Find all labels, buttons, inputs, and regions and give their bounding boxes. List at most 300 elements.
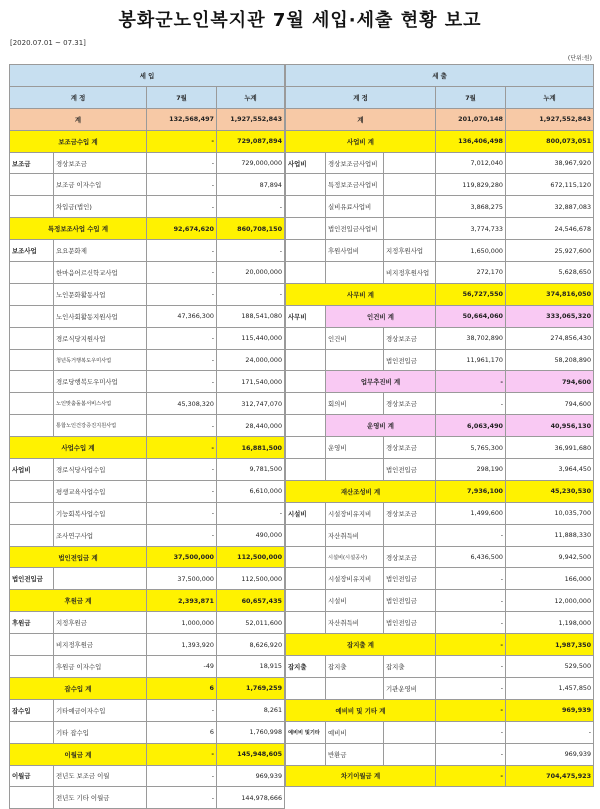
month-value: - <box>436 634 506 656</box>
month-value: 132,568,497 <box>147 108 217 130</box>
category-cell <box>10 196 54 218</box>
item-cell <box>326 262 384 284</box>
row-label: 이월금 계 <box>10 743 147 765</box>
item-cell: 후원사업비 <box>326 240 384 262</box>
row-label: 재산조성비 계 <box>286 480 436 502</box>
section-subtotal-row <box>286 305 594 327</box>
category-cell <box>10 415 54 437</box>
cumulative-value: 11,888,330 <box>506 524 594 546</box>
source-cell <box>384 524 436 546</box>
month-value: - <box>147 327 217 349</box>
row-label: 후원금 계 <box>10 590 147 612</box>
item-cell: 전년도 기타 이월금 <box>54 787 147 809</box>
cumulative-value: 794,600 <box>506 393 594 415</box>
table-row <box>286 349 594 371</box>
table-row <box>10 174 285 196</box>
table-row <box>10 262 285 284</box>
item-cell: 경로식당사업수입 <box>54 459 147 481</box>
subtotal-row <box>286 699 594 721</box>
item-cell: 기타 잡수입 <box>54 721 147 743</box>
row-label: 특정보조사업 수입 계 <box>10 218 147 240</box>
revenue-table <box>9 64 285 809</box>
cumulative-value: 1,457,850 <box>506 677 594 699</box>
item-cell: 운영비 <box>326 437 384 459</box>
page-title: 봉화군노인복지관 7월 세입·세출 현황 보고 <box>118 10 482 31</box>
item-cell: 통합노인건강증진지원사업 <box>54 415 147 437</box>
month-value: - <box>147 480 217 502</box>
category-cell <box>286 568 326 590</box>
item-cell: 청년독거행복도우미사업 <box>54 349 147 371</box>
cumulative-value: - <box>217 283 285 305</box>
source-cell <box>384 743 436 765</box>
month-value: - <box>147 240 217 262</box>
item-cell: 노인맞춤돌봄서비스사업 <box>54 393 147 415</box>
item-cell: 노인사회활동지원사업 <box>54 305 147 327</box>
category-cell <box>10 393 54 415</box>
month-value: - <box>436 393 506 415</box>
cumulative-value: 60,657,435 <box>217 590 285 612</box>
category-cell <box>10 502 54 524</box>
month-value: - <box>436 699 506 721</box>
category-cell <box>10 349 54 371</box>
category-cell <box>286 349 326 371</box>
total-row <box>10 108 285 130</box>
subtotal-row <box>10 743 285 765</box>
subtotal-row <box>10 218 285 240</box>
item-cell <box>54 568 147 590</box>
table-row <box>286 568 594 590</box>
month-value: - <box>147 283 217 305</box>
unit-label: (단위:원) <box>567 55 592 62</box>
table-heading-row <box>286 65 594 87</box>
source-cell: 비지정후원사업 <box>384 262 436 284</box>
table-row <box>10 196 285 218</box>
table-row <box>10 480 285 502</box>
category-cell: 보조금 <box>10 152 54 174</box>
table-row <box>286 502 594 524</box>
category-cell <box>10 262 54 284</box>
row-label: 사업수입 계 <box>10 437 147 459</box>
item-cell: 인건비 <box>326 327 384 349</box>
category-cell <box>10 305 54 327</box>
cumulative-value: 3,964,450 <box>506 459 594 481</box>
cumulative-value: 274,856,430 <box>506 327 594 349</box>
month-value: 5,765,300 <box>436 437 506 459</box>
cumulative-value: 704,475,923 <box>506 765 594 787</box>
subtotal-row <box>10 677 285 699</box>
cumulative-value: 58,208,890 <box>506 349 594 371</box>
cumulative-value: 25,927,600 <box>506 240 594 262</box>
table-row <box>10 459 285 481</box>
cumulative-value: 145,948,605 <box>217 743 285 765</box>
cumulative-value: 112,500,000 <box>217 568 285 590</box>
month-value: 56,727,550 <box>436 283 506 305</box>
category-cell <box>286 437 326 459</box>
category-cell: 이월금 <box>10 765 54 787</box>
category-cell: 사무비 <box>286 305 326 327</box>
month-value: 38,702,890 <box>436 327 506 349</box>
cumulative-value: 729,000,000 <box>217 152 285 174</box>
item-cell: 시설비(시설공사) <box>326 546 384 568</box>
category-cell <box>286 546 326 568</box>
month-value: - <box>147 152 217 174</box>
month-value: 2,393,871 <box>147 590 217 612</box>
source-cell: 경상보조금 <box>384 502 436 524</box>
row-label: 잡수입 계 <box>10 677 147 699</box>
source-cell <box>384 152 436 174</box>
month-value: - <box>436 765 506 787</box>
month-value: 11,961,170 <box>436 349 506 371</box>
item-cell: 법인전입금사업비 <box>326 218 384 240</box>
source-cell: 법인전입금 <box>384 568 436 590</box>
cumulative-value: 9,781,500 <box>217 459 285 481</box>
month-value: 6 <box>147 677 217 699</box>
month-value: - <box>147 349 217 371</box>
category-cell <box>10 174 54 196</box>
item-cell: 회의비 <box>326 393 384 415</box>
source-cell: 법인전입금 <box>384 459 436 481</box>
category-cell <box>286 240 326 262</box>
month-value: 119,829,280 <box>436 174 506 196</box>
row-label: 계 <box>10 108 147 130</box>
cumulative-value: 969,939 <box>506 699 594 721</box>
item-cell <box>326 677 384 699</box>
month-value: 201,070,148 <box>436 108 506 130</box>
cumulative-value: 38,967,920 <box>506 152 594 174</box>
subtotal-row <box>286 480 594 502</box>
category-cell <box>286 590 326 612</box>
category-cell <box>286 196 326 218</box>
cumulative-value: 8,261 <box>217 699 285 721</box>
month-value: 298,190 <box>436 459 506 481</box>
table-row <box>286 590 594 612</box>
month-value: 1,000,000 <box>147 612 217 634</box>
source-cell: 법인전입금 <box>384 349 436 371</box>
subtotal-row <box>10 130 285 152</box>
table-row <box>10 765 285 787</box>
month-value: 136,406,498 <box>436 130 506 152</box>
category-cell: 보조사업 <box>10 240 54 262</box>
category-cell <box>286 327 326 349</box>
cumulative-value: 115,440,000 <box>217 327 285 349</box>
cumulative-value: 1,927,552,843 <box>217 108 285 130</box>
cumulative-value: 32,887,083 <box>506 196 594 218</box>
cumulative-value: 374,816,050 <box>506 283 594 305</box>
cumulative-value: 860,708,150 <box>217 218 285 240</box>
category-cell <box>10 634 54 656</box>
total-row <box>286 108 594 130</box>
cumulative-value: 171,540,000 <box>217 371 285 393</box>
item-cell: 후원금 이자수입 <box>54 656 147 678</box>
table-row <box>10 283 285 305</box>
month-value: - <box>436 568 506 590</box>
row-label: 인건비 계 <box>326 305 436 327</box>
table-row <box>286 218 594 240</box>
month-value: - <box>436 590 506 612</box>
row-label: 사무비 계 <box>286 283 436 305</box>
item-cell: 특정보조금사업비 <box>326 174 384 196</box>
source-cell <box>384 196 436 218</box>
cumulative-value: - <box>217 240 285 262</box>
cumulative-value: 5,628,650 <box>506 262 594 284</box>
month-value: 1,650,000 <box>436 240 506 262</box>
table-row <box>10 699 285 721</box>
cumulative-value: 188,541,080 <box>217 305 285 327</box>
month-value: 1,499,600 <box>436 502 506 524</box>
month-value: - <box>147 174 217 196</box>
item-cell: 한마음어르신학교사업 <box>54 262 147 284</box>
item-cell: 평생교육사업수입 <box>54 480 147 502</box>
cumulative-value: 1,198,000 <box>506 612 594 634</box>
cumulative-value: 312,747,070 <box>217 393 285 415</box>
source-cell: 경상보조금 <box>384 327 436 349</box>
subtotal-row <box>286 765 594 787</box>
category-cell <box>10 524 54 546</box>
table-row <box>286 262 594 284</box>
cumulative-value: 8,626,920 <box>217 634 285 656</box>
month-value: - <box>147 437 217 459</box>
item-cell: 전년도 보조금 이월 <box>54 765 147 787</box>
category-cell: 후원금 <box>10 612 54 634</box>
cumulative-value: 10,035,700 <box>506 502 594 524</box>
table-row <box>286 612 594 634</box>
category-cell <box>286 393 326 415</box>
cumulative-value: 969,939 <box>217 765 285 787</box>
cumulative-value: 87,894 <box>217 174 285 196</box>
cumulative-value: 1,927,552,843 <box>506 108 594 130</box>
cumulative-value: 490,000 <box>217 524 285 546</box>
expenditure-table <box>285 64 594 787</box>
category-cell <box>286 677 326 699</box>
category-cell: 예비비 및기타 <box>286 721 326 743</box>
cumulative-value: 144,978,666 <box>217 787 285 809</box>
table-row <box>286 152 594 174</box>
item-cell: 자산취득비 <box>326 524 384 546</box>
source-cell: 경상보조금 <box>384 393 436 415</box>
table-row <box>10 305 285 327</box>
month-value: 1,393,920 <box>147 634 217 656</box>
cumulative-value: 672,115,120 <box>506 174 594 196</box>
source-cell: 지정후원사업 <box>384 240 436 262</box>
table-row <box>286 743 594 765</box>
item-cell: 요요문화제 <box>54 240 147 262</box>
item-cell: 경상보조금 <box>54 152 147 174</box>
month-value: 6,436,500 <box>436 546 506 568</box>
cumulative-value: 24,546,678 <box>506 218 594 240</box>
category-cell <box>10 787 54 809</box>
item-cell: 시설장비유지비 <box>326 568 384 590</box>
category-cell <box>286 262 326 284</box>
row-label: 보조금수입 계 <box>10 130 147 152</box>
month-value: - <box>436 524 506 546</box>
cumulative-value: 969,939 <box>506 743 594 765</box>
subtotal-row <box>10 546 285 568</box>
cumulative-value: 1,760,998 <box>217 721 285 743</box>
table-row <box>286 721 594 743</box>
item-cell: 실비유료사업비 <box>326 196 384 218</box>
table-row <box>286 437 594 459</box>
source-cell <box>384 218 436 240</box>
category-cell: 법인전입금 <box>10 568 54 590</box>
table-heading-row <box>10 65 285 87</box>
item-cell: 기능회복사업수입 <box>54 502 147 524</box>
row-label: 차기이월금 계 <box>286 765 436 787</box>
category-cell <box>286 371 326 393</box>
table-row <box>10 415 285 437</box>
item-cell: 경로식당지원사업 <box>54 327 147 349</box>
table-row <box>10 152 285 174</box>
item-cell: 차입금(법인) <box>54 196 147 218</box>
month-value: 6,063,490 <box>436 415 506 437</box>
source-cell: 기관운영비 <box>384 677 436 699</box>
item-cell: 자산취득비 <box>326 612 384 634</box>
cumulative-value: 112,500,000 <box>217 546 285 568</box>
month-value: - <box>147 196 217 218</box>
month-value: 47,366,300 <box>147 305 217 327</box>
item-cell: 비지정후원금 <box>54 634 147 656</box>
cumulative-value: 20,000,000 <box>217 262 285 284</box>
month-value: -49 <box>147 656 217 678</box>
category-cell <box>10 480 54 502</box>
month-value: 3,868,275 <box>436 196 506 218</box>
table-row <box>10 568 285 590</box>
table-header-row <box>286 86 594 108</box>
row-label: 사업비 계 <box>286 130 436 152</box>
month-value: 37,500,000 <box>147 546 217 568</box>
cumulative-value: 794,600 <box>506 371 594 393</box>
month-value: - <box>147 765 217 787</box>
table-heading: 세 출 <box>286 65 594 87</box>
category-cell: 시설비 <box>286 502 326 524</box>
category-cell: 잡지출 <box>286 656 326 678</box>
cumulative-value: 18,915 <box>217 656 285 678</box>
subtotal-row <box>10 437 285 459</box>
item-cell: 잡지출 <box>326 656 384 678</box>
table-row <box>10 502 285 524</box>
table-row <box>286 174 594 196</box>
cumulative-value: 24,000,000 <box>217 349 285 371</box>
month-value: - <box>147 262 217 284</box>
month-value: 272,170 <box>436 262 506 284</box>
item-cell <box>326 349 384 371</box>
month-value: 50,664,060 <box>436 305 506 327</box>
month-value: - <box>436 371 506 393</box>
cumulative-value: 36,991,680 <box>506 437 594 459</box>
month-value: - <box>147 415 217 437</box>
cumulative-value: 166,000 <box>506 568 594 590</box>
cumulative-value: - <box>506 721 594 743</box>
cumulative-value: 12,000,000 <box>506 590 594 612</box>
row-label: 법인전입금 계 <box>10 546 147 568</box>
category-cell: 사업비 <box>10 459 54 481</box>
table-row <box>10 371 285 393</box>
category-cell <box>286 459 326 481</box>
item-cell: 노인문화활동사업 <box>54 283 147 305</box>
category-cell <box>286 174 326 196</box>
table-row <box>286 656 594 678</box>
table-row <box>10 240 285 262</box>
month-value: - <box>436 743 506 765</box>
source-cell: 경상보조금 <box>384 437 436 459</box>
category-cell <box>286 743 326 765</box>
subtotal-row <box>286 634 594 656</box>
month-value: 7,012,040 <box>436 152 506 174</box>
column-header-cumulative: 누계 <box>217 86 285 108</box>
table-row <box>286 459 594 481</box>
category-cell <box>286 415 326 437</box>
source-cell: 법인전입금 <box>384 590 436 612</box>
cumulative-value: 45,230,530 <box>506 480 594 502</box>
column-header-cumulative: 누계 <box>506 86 594 108</box>
month-value: - <box>436 656 506 678</box>
category-cell <box>286 218 326 240</box>
month-value: - <box>147 371 217 393</box>
item-cell: 경상보조금사업비 <box>326 152 384 174</box>
cumulative-value: 800,073,051 <box>506 130 594 152</box>
month-value: 92,674,620 <box>147 218 217 240</box>
table-row <box>10 612 285 634</box>
row-label: 운영비 계 <box>326 415 436 437</box>
column-header-account: 계 정 <box>286 86 436 108</box>
month-value: - <box>436 612 506 634</box>
item-cell: 예비비 <box>326 721 384 743</box>
cumulative-value: - <box>217 502 285 524</box>
month-value: - <box>147 699 217 721</box>
category-cell: 잡수입 <box>10 699 54 721</box>
row-label: 계 <box>286 108 436 130</box>
cumulative-value: - <box>217 196 285 218</box>
category-cell <box>10 327 54 349</box>
item-cell <box>326 459 384 481</box>
month-value: 37,500,000 <box>147 568 217 590</box>
section-subtotal-row <box>286 415 594 437</box>
table-row <box>10 721 285 743</box>
month-value: - <box>147 743 217 765</box>
source-cell: 잡지출 <box>384 656 436 678</box>
item-cell: 시설장비유지비 <box>326 502 384 524</box>
category-cell <box>10 656 54 678</box>
table-row <box>10 349 285 371</box>
cumulative-value: 9,942,500 <box>506 546 594 568</box>
table-row <box>10 327 285 349</box>
source-cell: 법인전입금 <box>384 612 436 634</box>
cumulative-value: 1,769,259 <box>217 677 285 699</box>
cumulative-value: 28,440,000 <box>217 415 285 437</box>
month-value: - <box>436 721 506 743</box>
cumulative-value: 6,610,000 <box>217 480 285 502</box>
category-cell <box>286 612 326 634</box>
table-row <box>10 656 285 678</box>
table-row <box>286 393 594 415</box>
source-cell <box>384 721 436 743</box>
month-value: 6 <box>147 721 217 743</box>
item-cell: 경로당행복도우미사업 <box>54 371 147 393</box>
table-row <box>286 677 594 699</box>
category-cell <box>10 721 54 743</box>
cumulative-value: 529,500 <box>506 656 594 678</box>
source-cell <box>384 174 436 196</box>
table-row <box>286 327 594 349</box>
table-row <box>10 634 285 656</box>
category-cell: 사업비 <box>286 152 326 174</box>
table-row <box>10 787 285 809</box>
table-row <box>10 393 285 415</box>
item-cell: 조사연구사업 <box>54 524 147 546</box>
month-value: 3,774,733 <box>436 218 506 240</box>
subtotal-row <box>286 130 594 152</box>
row-label: 잡지출 계 <box>286 634 436 656</box>
month-value: - <box>147 502 217 524</box>
